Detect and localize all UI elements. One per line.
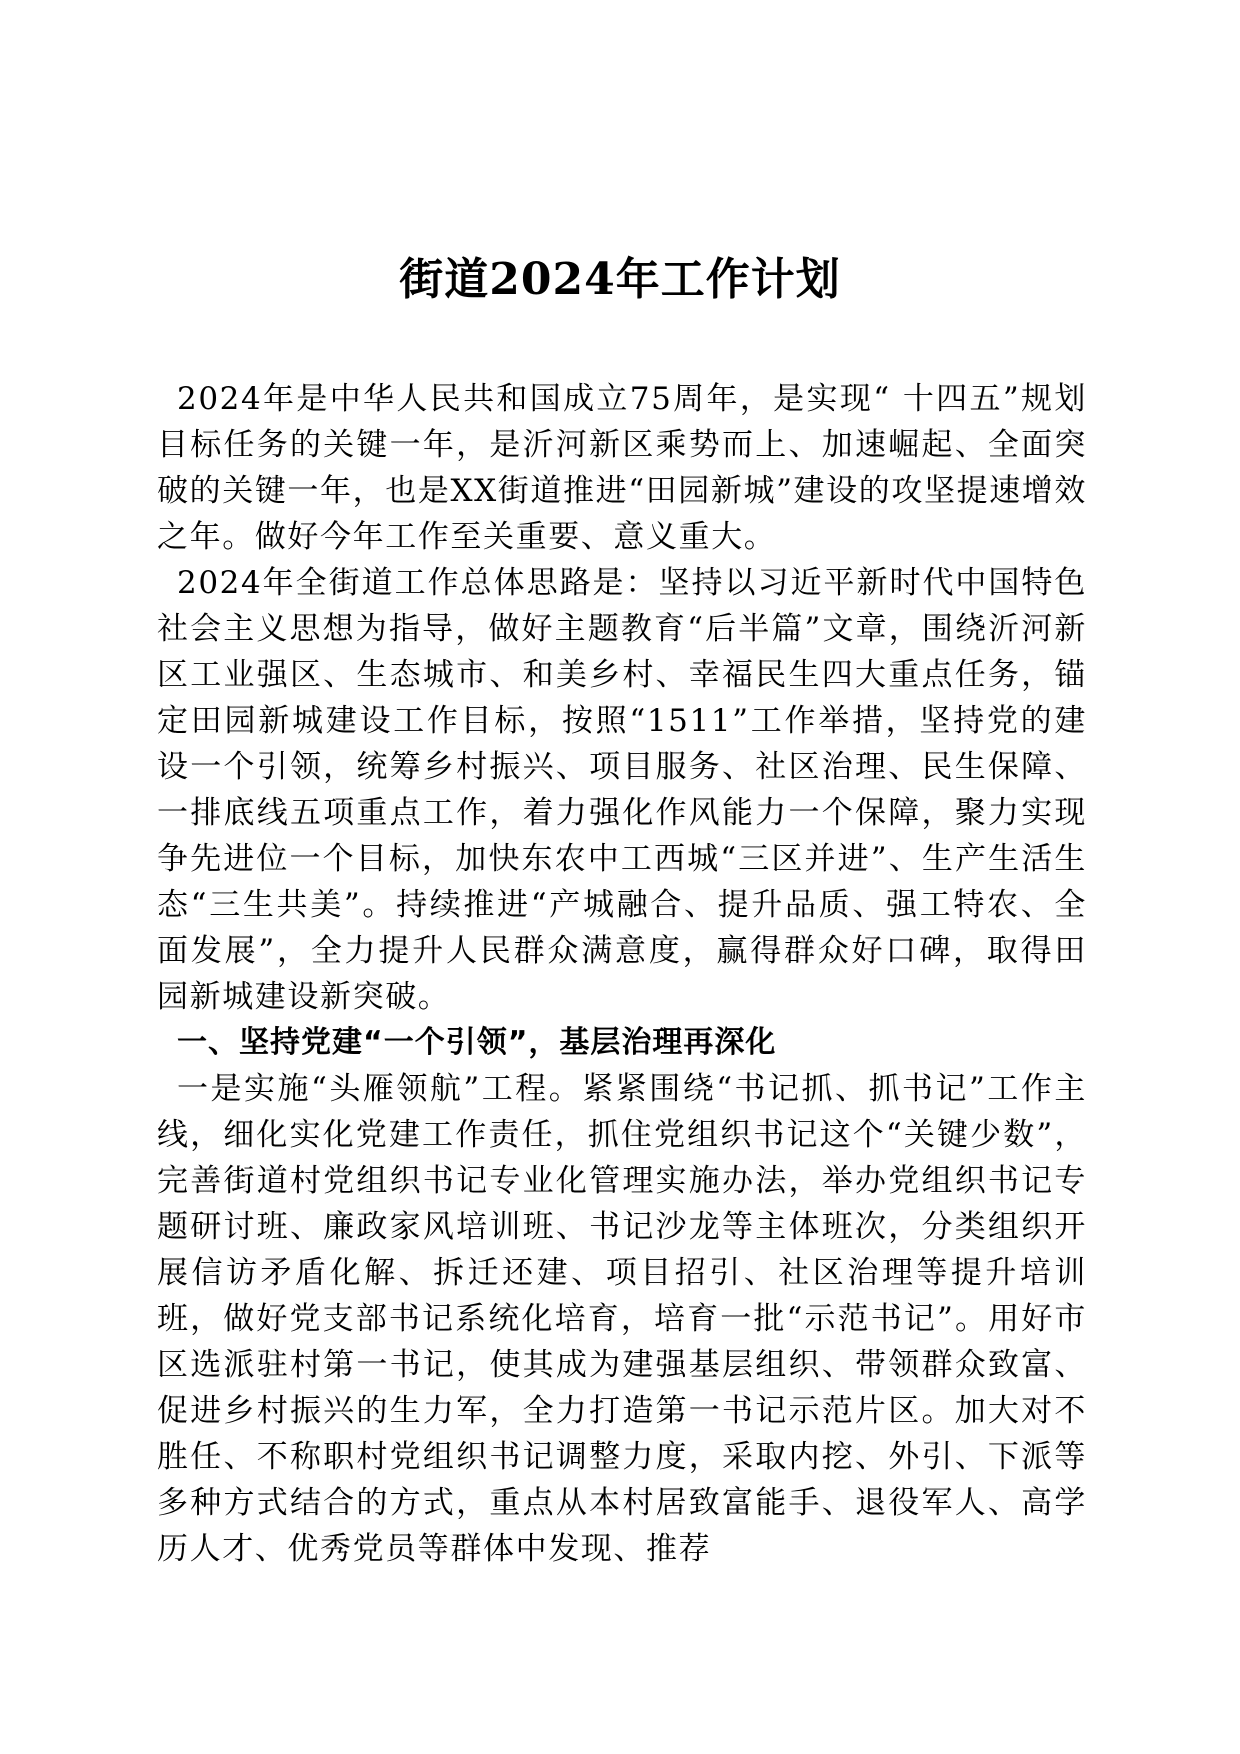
section-paragraph: 一是实施“头雁领航”工程。紧紧围绕“书记抓、抓书记”工作主线，细化实化党建工作责任，抓住党组织书记这个“关键少数”，完善街道村党组织书记专业化管理实施办法，举办党组织书记专题研讨班、廉政家风培训班、书记沙龙等主体班次，分类组织开展信访矛盾化解、拆迁还建、项目招引、社区治理等提升培训班，做好党支部书记系统化培育，培育一批“示范书记”。用好市区选派驻村第一书记，使其成为建强基层组织、带领群众致富、促进乡村振兴的生力军，全力打造第一书记示范片区。加大对不胜任、不称职村党组织书记调整力度，采取内挖、外引、下派等多种方式结合的方式，重点从本村居致富能手、退役军人、高学历人才、优秀党员等群体中发现、推荐	[157, 1071, 1087, 1567]
intro-paragraph: 2024年是中华人民共和国成立75周年，是实现“ 十四五”规划目标任务的关键一年，是沂河新区乘势而上、加速崛起、全面突破的关键一年，也是XX街道推进“田园新城”建设的攻坚提速增效之年。做好今年工作至关重要、意义重大。	[157, 381, 1087, 555]
document-body	[157, 376, 1087, 1572]
overall-approach-paragraph: 2024年全街道工作总体思路是：坚持以习近平新时代中国特色社会主义思想为指导，做好主题教育“后半篇”文章，围绕沂河新区工业强区、生态城市、和美乡村、幸福民生四大重点任务，锚定田园新城建设工作目标，按照“1511”工作举措，坚持党的建设一个引领，统筹乡村振兴、项目服务、社区治理、民生保障、一排底线五项重点工作，着力强化作风能力一个保障，聚力实现争先进位一个目标，加快东农中工西城“三区并进”、生产生活生态“三生共美”。持续推进“产城融合、提升品质、强工特农、全面发展”，全力提升人民群众满意度，赢得群众好口碑，取得田园新城建设新突破。	[157, 565, 1087, 1015]
section-heading: 一、坚持党建“一个引领”，基层治理再深化	[177, 1025, 777, 1060]
document-title: 街道2024年工作计划	[399, 254, 841, 305]
